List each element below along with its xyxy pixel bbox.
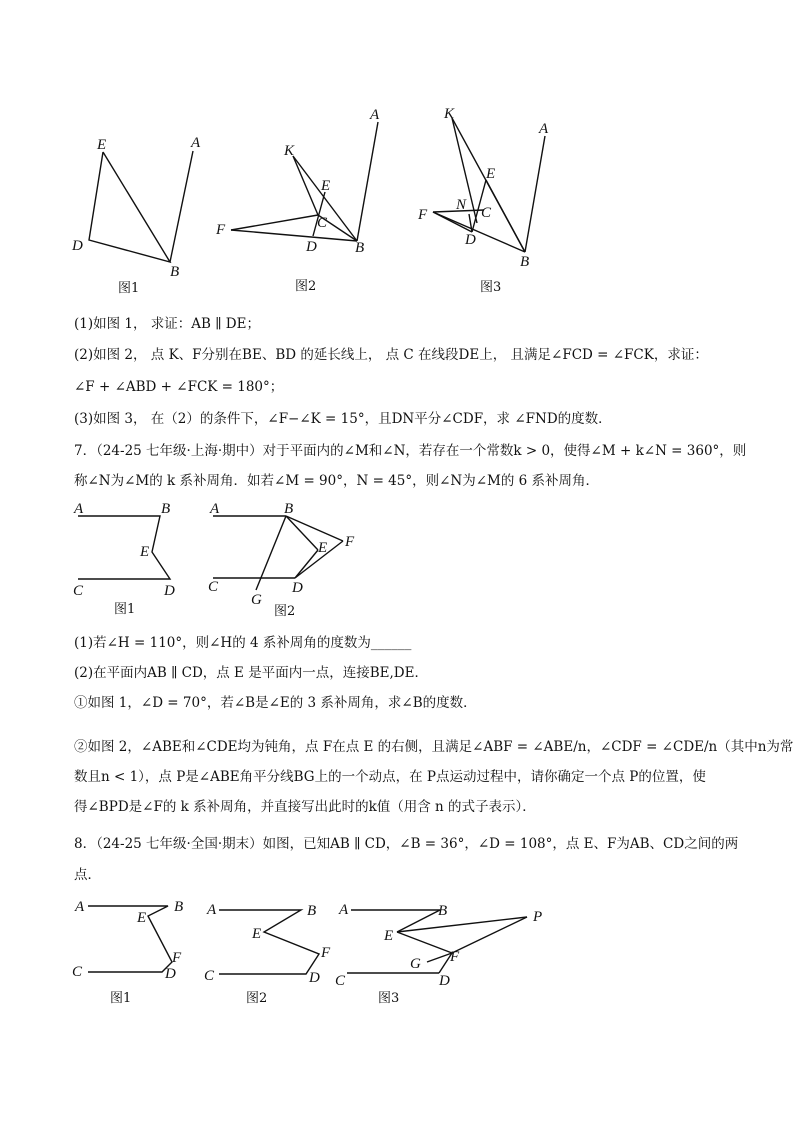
p7-sub-2-line3: 得∠BPD是∠F的 k 系补周角，并直接写出此时的k值（用含 n 的式子表示）． <box>74 799 536 815</box>
top-figure-2 <box>215 107 380 294</box>
label-E: E <box>252 926 262 942</box>
p7-sub-2-line1: ②如图 2，∠ABE和∠CDE均为钝角，点 F在点 E 的右侧，且满足∠ABF = ∠ABE/n，∠CDF = ∠CDE/n（其中n为常 <box>74 739 794 755</box>
label-A: A <box>539 121 549 137</box>
p6-question-3: (3)如图 3， 在（2）的条件下，∠F−∠K = 15°，且DN平分∠CDF，求 ∠FND的度数． <box>74 411 612 427</box>
p6-question-2-line1: (2)如图 2， 点 K、F分别在BE、BD 的延长线上， 点 C 在线段DE上， 且满足∠FCD = ∠FCK，求证： <box>74 347 708 363</box>
label-A: A <box>191 135 201 151</box>
p8-stem-line1: 8．（24-25 七年级·全国·期末）如图，已知AB ∥ CD，∠B = 36°，∠D = 108°，点 E、F为AB、CD之间的两 <box>74 836 739 852</box>
label-K: K <box>284 143 295 159</box>
label-C: C <box>73 583 84 599</box>
p7-sub-2-line2: 数且n < 1），点 P是∠ABE角平分线BG上的一个动点，在 P点运动过程中，请你确定一个点 P的位置，使 <box>74 769 706 785</box>
caption-fig2: 图2 <box>274 604 296 619</box>
label-F: F <box>450 949 460 965</box>
label-B: B <box>520 254 530 270</box>
label-A: A <box>210 501 220 517</box>
caption-fig2: 图2 <box>246 991 268 1006</box>
label-B: B <box>355 240 365 256</box>
label-D: D <box>292 580 303 596</box>
top-figure-1 <box>71 135 201 296</box>
label-A: A <box>207 902 217 918</box>
p7-figure-1 <box>73 501 175 617</box>
top-figure-3 <box>417 106 549 295</box>
p7-question-1: (1)若∠H = 110°，则∠H的 4 系补周角的度数为______ <box>74 635 412 651</box>
caption-fig3: 图3 <box>378 991 400 1006</box>
label-D: D <box>72 238 83 254</box>
p8-stem-line2: 点． <box>74 867 101 883</box>
label-K: K <box>444 106 455 122</box>
label-C: C <box>204 968 215 984</box>
label-A: A <box>370 107 380 123</box>
label-D: D <box>165 966 176 982</box>
p8-figure-2 <box>204 902 331 1006</box>
label-F: F <box>172 950 182 966</box>
label-E: E <box>140 544 150 560</box>
label-F: F <box>345 534 355 550</box>
label-A: A <box>339 902 349 918</box>
label-P: P <box>533 909 543 925</box>
label-E: E <box>318 540 328 556</box>
caption-fig1: 图1 <box>110 991 132 1006</box>
p7-figure-2 <box>208 501 355 619</box>
p7-stem-line1: 7．（24-25 七年级·上海·期中）对于平面内的∠M和∠N，若存在一个常数k > 0，使得∠M + k∠N = 360°，则 <box>74 443 747 459</box>
label-E: E <box>137 910 147 926</box>
label-F: F <box>418 207 428 223</box>
label-N: N <box>456 197 467 213</box>
label-D: D <box>306 239 317 255</box>
label-F: F <box>216 222 226 238</box>
label-B: B <box>161 501 171 517</box>
label-E: E <box>321 178 331 194</box>
label-E: E <box>384 928 394 944</box>
label-D: D <box>465 232 476 248</box>
p6-question-1: (1)如图 1， 求证：AB ∥ DE； <box>74 316 260 332</box>
p6-question-2-line2: ∠F + ∠ABD + ∠FCK = 180°； <box>74 379 284 395</box>
label-B: B <box>284 501 294 517</box>
caption-fig1: 图1 <box>118 281 140 296</box>
label-C: C <box>481 205 492 221</box>
p7-sub-1: ①如图 1，∠D = 70°，若∠B是∠E的 3 系补周角，求∠B的度数． <box>74 695 477 711</box>
label-E: E <box>486 166 496 182</box>
label-D: D <box>164 583 175 599</box>
label-A: A <box>75 899 85 915</box>
label-A: A <box>74 501 84 517</box>
label-C: C <box>317 215 328 231</box>
label-G: G <box>410 956 421 972</box>
label-B: B <box>307 903 317 919</box>
caption-fig3: 图3 <box>480 280 502 295</box>
label-C: C <box>335 973 346 989</box>
label-C: C <box>208 579 219 595</box>
p7-stem-line2: 称∠N为∠M的 k 系补周角．如若∠M = 90°，N = 45°，则∠N为∠M的 6 系补周角． <box>74 473 600 489</box>
caption-fig1: 图1 <box>114 602 136 617</box>
label-E: E <box>97 137 107 153</box>
label-B: B <box>438 903 448 919</box>
label-D: D <box>309 970 320 986</box>
label-B: B <box>170 264 180 280</box>
label-F: F <box>321 945 331 961</box>
label-D: D <box>439 973 450 989</box>
caption-fig2: 图2 <box>295 279 317 294</box>
p8-figure-1 <box>72 899 183 1006</box>
p7-question-2: (2)在平面内AB ∥ CD，点 E 是平面内一点，连接BE,DE． <box>74 665 428 681</box>
p8-figure-3 <box>335 902 542 1006</box>
label-B: B <box>174 899 184 915</box>
label-G: G <box>251 592 262 608</box>
label-C: C <box>72 964 83 980</box>
